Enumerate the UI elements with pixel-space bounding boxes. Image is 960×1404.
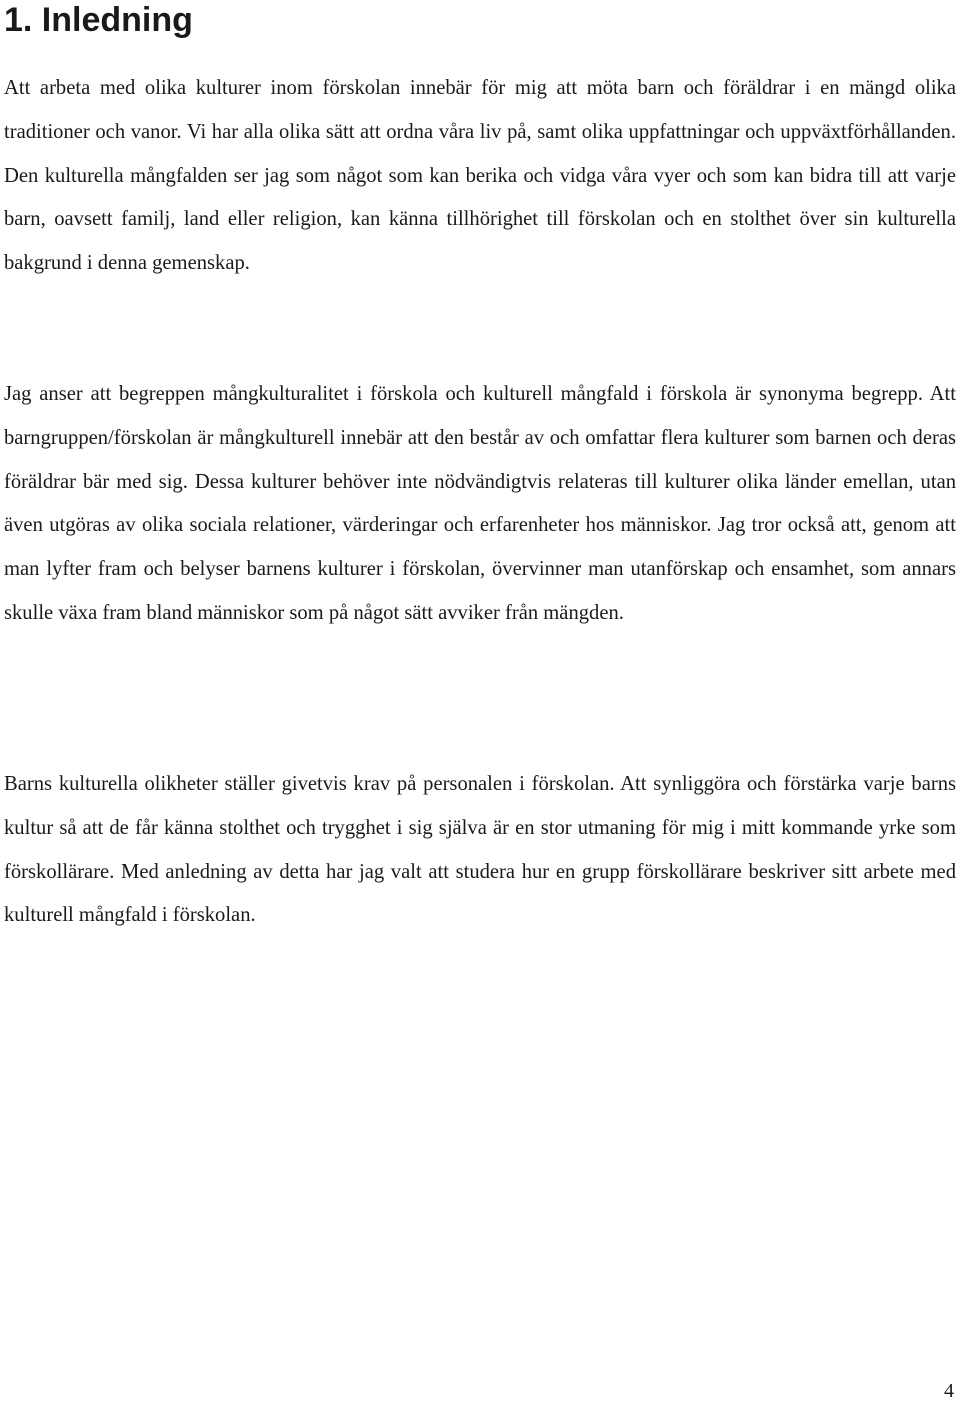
section-heading: 1. Inledning (4, 1, 193, 39)
paragraph-1: Att arbeta med olika kulturer inom förskolan innebär för mig att möta barn och föräldrar i en mängd olika traditioner och vanor. Vi har alla olika sätt att ordna våra liv på, samt olika uppfattningar och uppväxtförhållanden. Den kulturella mångfalden ser jag som något som kan berika och vidga våra vyer och som kan bidra till att varje barn, oavsett familj, land eller religion, kan känna tillhörighet till förskolan och en stolthet över sin kulturella bakgrund i denna gemenskap. (4, 77, 956, 275)
paragraph-3: Barns kulturella olikheter ställer givetvis krav på personalen i förskolan. Att synliggöra och förstärka varje barns kultur så att de får känna stolthet och trygghet i sig själva är en stor utmaning för mig i mitt kommande yrke som förskollärare. Med anledning av detta har jag valt att studera hur en grupp förskollärare beskriver sitt arbete med kulturell mångfald i förskolan. (4, 773, 956, 927)
paragraph-2: Jag anser att begreppen mångkulturalitet i förskola och kulturell mångfald i förskola är synonyma begrepp. Att barngruppen/förskolan är mångkulturell innebär att den består av och omfattar flera kulturer som barnen och deras föräldrar bär med sig. Dessa kulturer behöver inte nödvändigtvis relateras till kulturer olika länder emellan, utan även utgöras av olika sociala relationer, värderingar och erfarenheter hos människor. Jag tror också att, genom att man lyfter fram och belyser barnens kulturer i förskolan, övervinner man utanförskap och ensamhet, som annars skulle växa fram bland människor som på något sätt avviker från mängden. (4, 383, 956, 624)
page-number: 4 (944, 1380, 954, 1402)
